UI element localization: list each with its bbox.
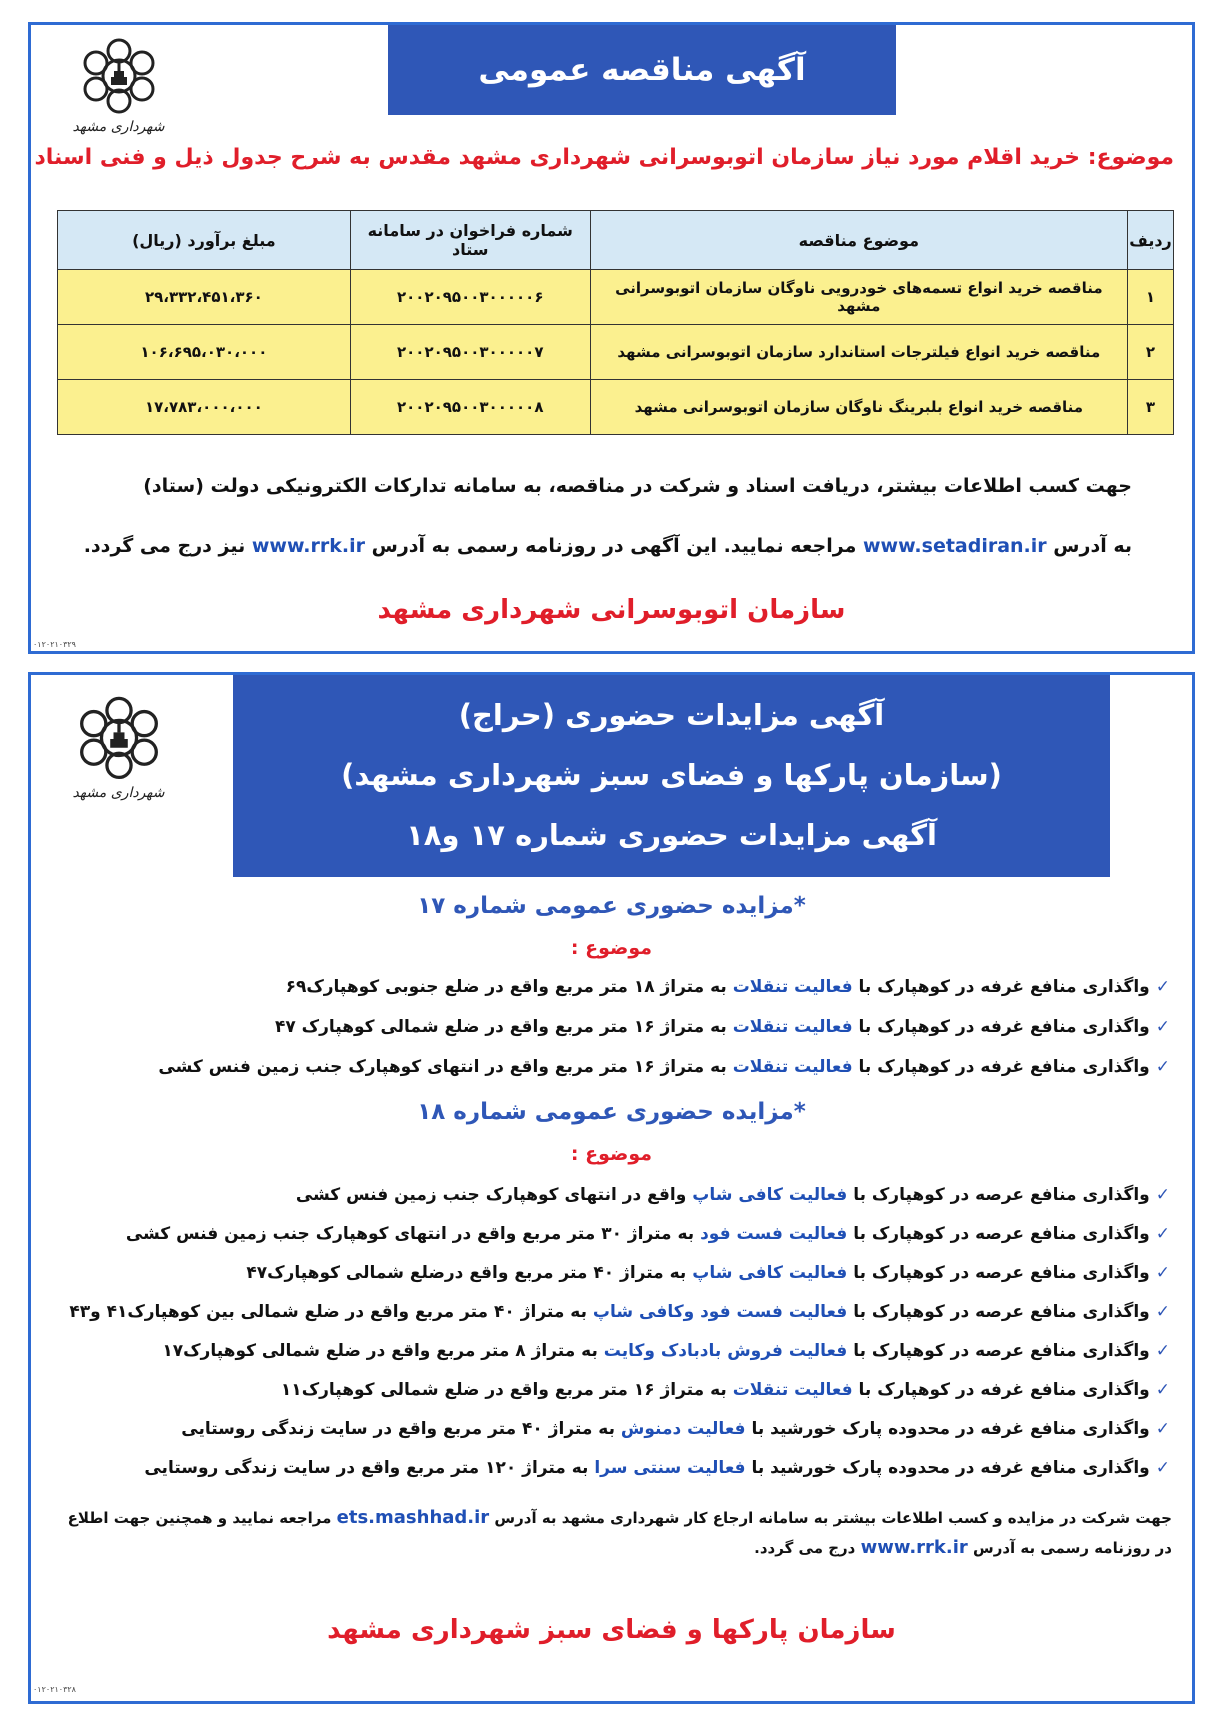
- rrk-link[interactable]: www.rrk.ir: [860, 1537, 968, 1558]
- logo-emblem-icon: [74, 695, 164, 783]
- list-item: ✓واگذاری منافع عرصه در کوهپارک با فعالیت فست فود به متراژ ۳۰ متر مربع واقع در انتهای کوهپارک جنب زمین فنس کشی: [125, 1224, 1170, 1244]
- tender-table: [57, 210, 1174, 435]
- organization-name: سازمان اتوبوسرانی شهرداری مشهد: [377, 595, 846, 625]
- check-icon: ✓: [1155, 1224, 1170, 1244]
- row-number: ۱: [1128, 270, 1174, 325]
- header-row-number: ردیف: [1128, 211, 1174, 270]
- header-tender-subject: موضوع مناقصه: [590, 211, 1127, 270]
- table-row: [58, 270, 1174, 325]
- side-code: ۰۱۲۰۲۱۰۳۲۸: [33, 1685, 76, 1694]
- row-number: ۳: [1128, 380, 1174, 435]
- auction-title-line-1: آگهی مزایدات حضوری (حراج): [458, 698, 885, 732]
- row-amount: ۱۷،۷۸۳،۰۰۰،۰۰۰: [58, 380, 351, 435]
- organization-name: سازمان پارکها و فضای سبز شهرداری مشهد: [327, 1615, 896, 1645]
- footer-line-2: در روزنامه رسمی به آدرس www.rrk.ir درج می گردد.: [754, 1537, 1172, 1558]
- mashhad-municipality-logo: [61, 695, 176, 801]
- info-line-1: جهت کسب اطلاعات بیشتر، دریافت اسناد و شرکت در مناقصه، به سامانه تدارکات الکترونیکی دولت (ستاد): [143, 475, 1132, 497]
- row-call-number: ۲۰۰۲۰۹۵۰۰۳۰۰۰۰۰۷: [350, 325, 590, 380]
- table-row: [58, 380, 1174, 435]
- row-call-number: ۲۰۰۲۰۹۵۰۰۳۰۰۰۰۰۸: [350, 380, 590, 435]
- list-item: ✓واگذاری منافع غرفه در محدوده پارک خورشید با فعالیت سنتی سرا به متراژ ۱۲۰ متر مربع واقع در سایت زندگی روستایی: [144, 1458, 1170, 1478]
- list-item: ✓واگذاری منافع عرصه در کوهپارک با فعالیت فروش بادبادک وکایت به متراژ ۸ متر مربع واقع در ضلع شمالی کوهپارک۱۷: [162, 1341, 1170, 1361]
- check-icon: ✓: [1155, 1341, 1170, 1361]
- row-subject: مناقصه خرید انواع فیلترجات استاندارد سازمان اتوبوسرانی مشهد: [590, 325, 1127, 380]
- section-17-heading: *مزایده حضوری عمومی شماره ۱۷: [417, 893, 806, 919]
- table-row: [58, 325, 1174, 380]
- list-item: ✓واگذاری منافع عرصه در کوهپارک با فعالیت کافی شاپ واقع در انتهای کوهپارک جنب زمین فنس کشی: [295, 1185, 1170, 1205]
- section-18-subject-label: موضوع :: [570, 1143, 653, 1165]
- list-item: ✓واگذاری منافع غرفه در کوهپارک با فعالیت تنقلات به متراژ ۱۶ متر مربع واقع در انتهای کوهپارک جنب زمین فنس کشی: [158, 1057, 1170, 1077]
- check-icon: ✓: [1155, 1380, 1170, 1400]
- tender-notice: [28, 22, 1195, 654]
- rrk-link[interactable]: www.rrk.ir: [251, 535, 365, 557]
- ets-mashhad-link[interactable]: ets.mashhad.ir: [336, 1507, 490, 1528]
- logo-caption: شهرداری مشهد: [72, 119, 165, 135]
- header-call-number: شماره فراخوان در سامانه ستاد: [350, 211, 590, 270]
- table-header-row: [58, 211, 1174, 270]
- side-code: ۰۱۲۰۲۱۰۳۲۹: [33, 640, 76, 649]
- logo-emblem-icon: [78, 37, 160, 117]
- info-text-c: نیز درج می گردد.: [83, 535, 246, 557]
- row-subject: مناقصه خرید انواع بلبرینگ ناوگان سازمان اتوبوسرانی مشهد: [590, 380, 1127, 435]
- check-icon: ✓: [1155, 977, 1170, 997]
- auction-title-line-3: آگهی مزایدات حضوری شماره ۱۷ و۱۸: [406, 818, 937, 852]
- auction-notice: [28, 672, 1195, 1704]
- header-estimated-amount: مبلغ برآورد (ریال): [58, 211, 351, 270]
- row-call-number: ۲۰۰۲۰۹۵۰۰۳۰۰۰۰۰۶: [350, 270, 590, 325]
- info-line-2: [84, 535, 1132, 557]
- setadiran-link[interactable]: www.setadiran.ir: [862, 535, 1047, 557]
- section-18-heading: *مزایده حضوری عمومی شماره ۱۸: [417, 1099, 806, 1125]
- row-number: ۲: [1128, 325, 1174, 380]
- check-icon: ✓: [1155, 1017, 1170, 1037]
- info-text-b: مراجعه نمایید. این آگهی در روزنامه رسمی به آدرس: [371, 535, 857, 557]
- footer-line-1: جهت شرکت در مزایده و کسب اطلاعات بیشتر به سامانه ارجاع کار شهرداری مشهد به آدرس ets.mashhad.ir مراجعه نمایید و همچنین جهت اطلاع: [67, 1507, 1172, 1528]
- section-17-subject-label: موضوع :: [570, 937, 653, 959]
- check-icon: ✓: [1155, 1458, 1170, 1478]
- list-item: ✓واگذاری منافع غرفه در کوهپارک با فعالیت تنقلات به متراژ ۱۶ متر مربع واقع در ضلع شمالی کوهپارک ۴۷: [275, 1017, 1170, 1037]
- check-icon: ✓: [1155, 1185, 1170, 1205]
- tender-title: آگهی مناقصه عمومی: [388, 25, 896, 115]
- auction-title-line-2: (سازمان پارکها و فضای سبز شهرداری مشهد): [341, 758, 1002, 792]
- list-item: ✓واگذاری منافع غرفه در محدوده پارک خورشید با فعالیت دمنوش به متراژ ۴۰ متر مربع واقع در سایت زندگی روستایی: [181, 1419, 1170, 1439]
- check-icon: ✓: [1155, 1057, 1170, 1077]
- tender-subject: موضوع: خرید اقلام مورد نیاز سازمان اتوبوسرانی شهرداری مشهد مقدس به شرح جدول ذیل و فنی اسناد: [34, 145, 1174, 170]
- list-item: ✓واگذاری منافع غرفه در کوهپارک با فعالیت تنقلات به متراژ ۱۸ متر مربع واقع در ضلع جنوبی کوهپارک۶۹: [285, 977, 1170, 997]
- list-item: ✓واگذاری منافع عرصه در کوهپارک با فعالیت کافی شاپ به متراژ ۴۰ متر مربع واقع درضلع شمالی کوهپارک۴۷: [246, 1263, 1170, 1283]
- list-item: ✓واگذاری منافع عرصه در کوهپارک با فعالیت فست فود وکافی شاپ به متراژ ۴۰ متر مربع واقع در ضلع شمالی بین کوهپارک۴۱ و۴۳: [69, 1302, 1170, 1322]
- logo-caption: شهرداری مشهد: [72, 785, 165, 801]
- check-icon: ✓: [1155, 1302, 1170, 1322]
- row-amount: ۱۰۶،۶۹۵،۰۳۰،۰۰۰: [58, 325, 351, 380]
- auction-title: [233, 675, 1110, 877]
- info-text-a: به آدرس: [1053, 535, 1132, 557]
- check-icon: ✓: [1155, 1263, 1170, 1283]
- list-item: ✓واگذاری منافع غرفه در کوهپارک با فعالیت تنقلات به متراژ ۱۶ متر مربع واقع در ضلع شمالی کوهپارک۱۱: [280, 1380, 1170, 1400]
- row-amount: ۲۹،۳۳۲،۴۵۱،۳۶۰: [58, 270, 351, 325]
- mashhad-municipality-logo: [61, 37, 176, 135]
- check-icon: ✓: [1155, 1419, 1170, 1439]
- row-subject: مناقصه خرید انواع تسمه‌های خودرویی ناوگان سازمان اتوبوسرانی مشهد: [590, 270, 1127, 325]
